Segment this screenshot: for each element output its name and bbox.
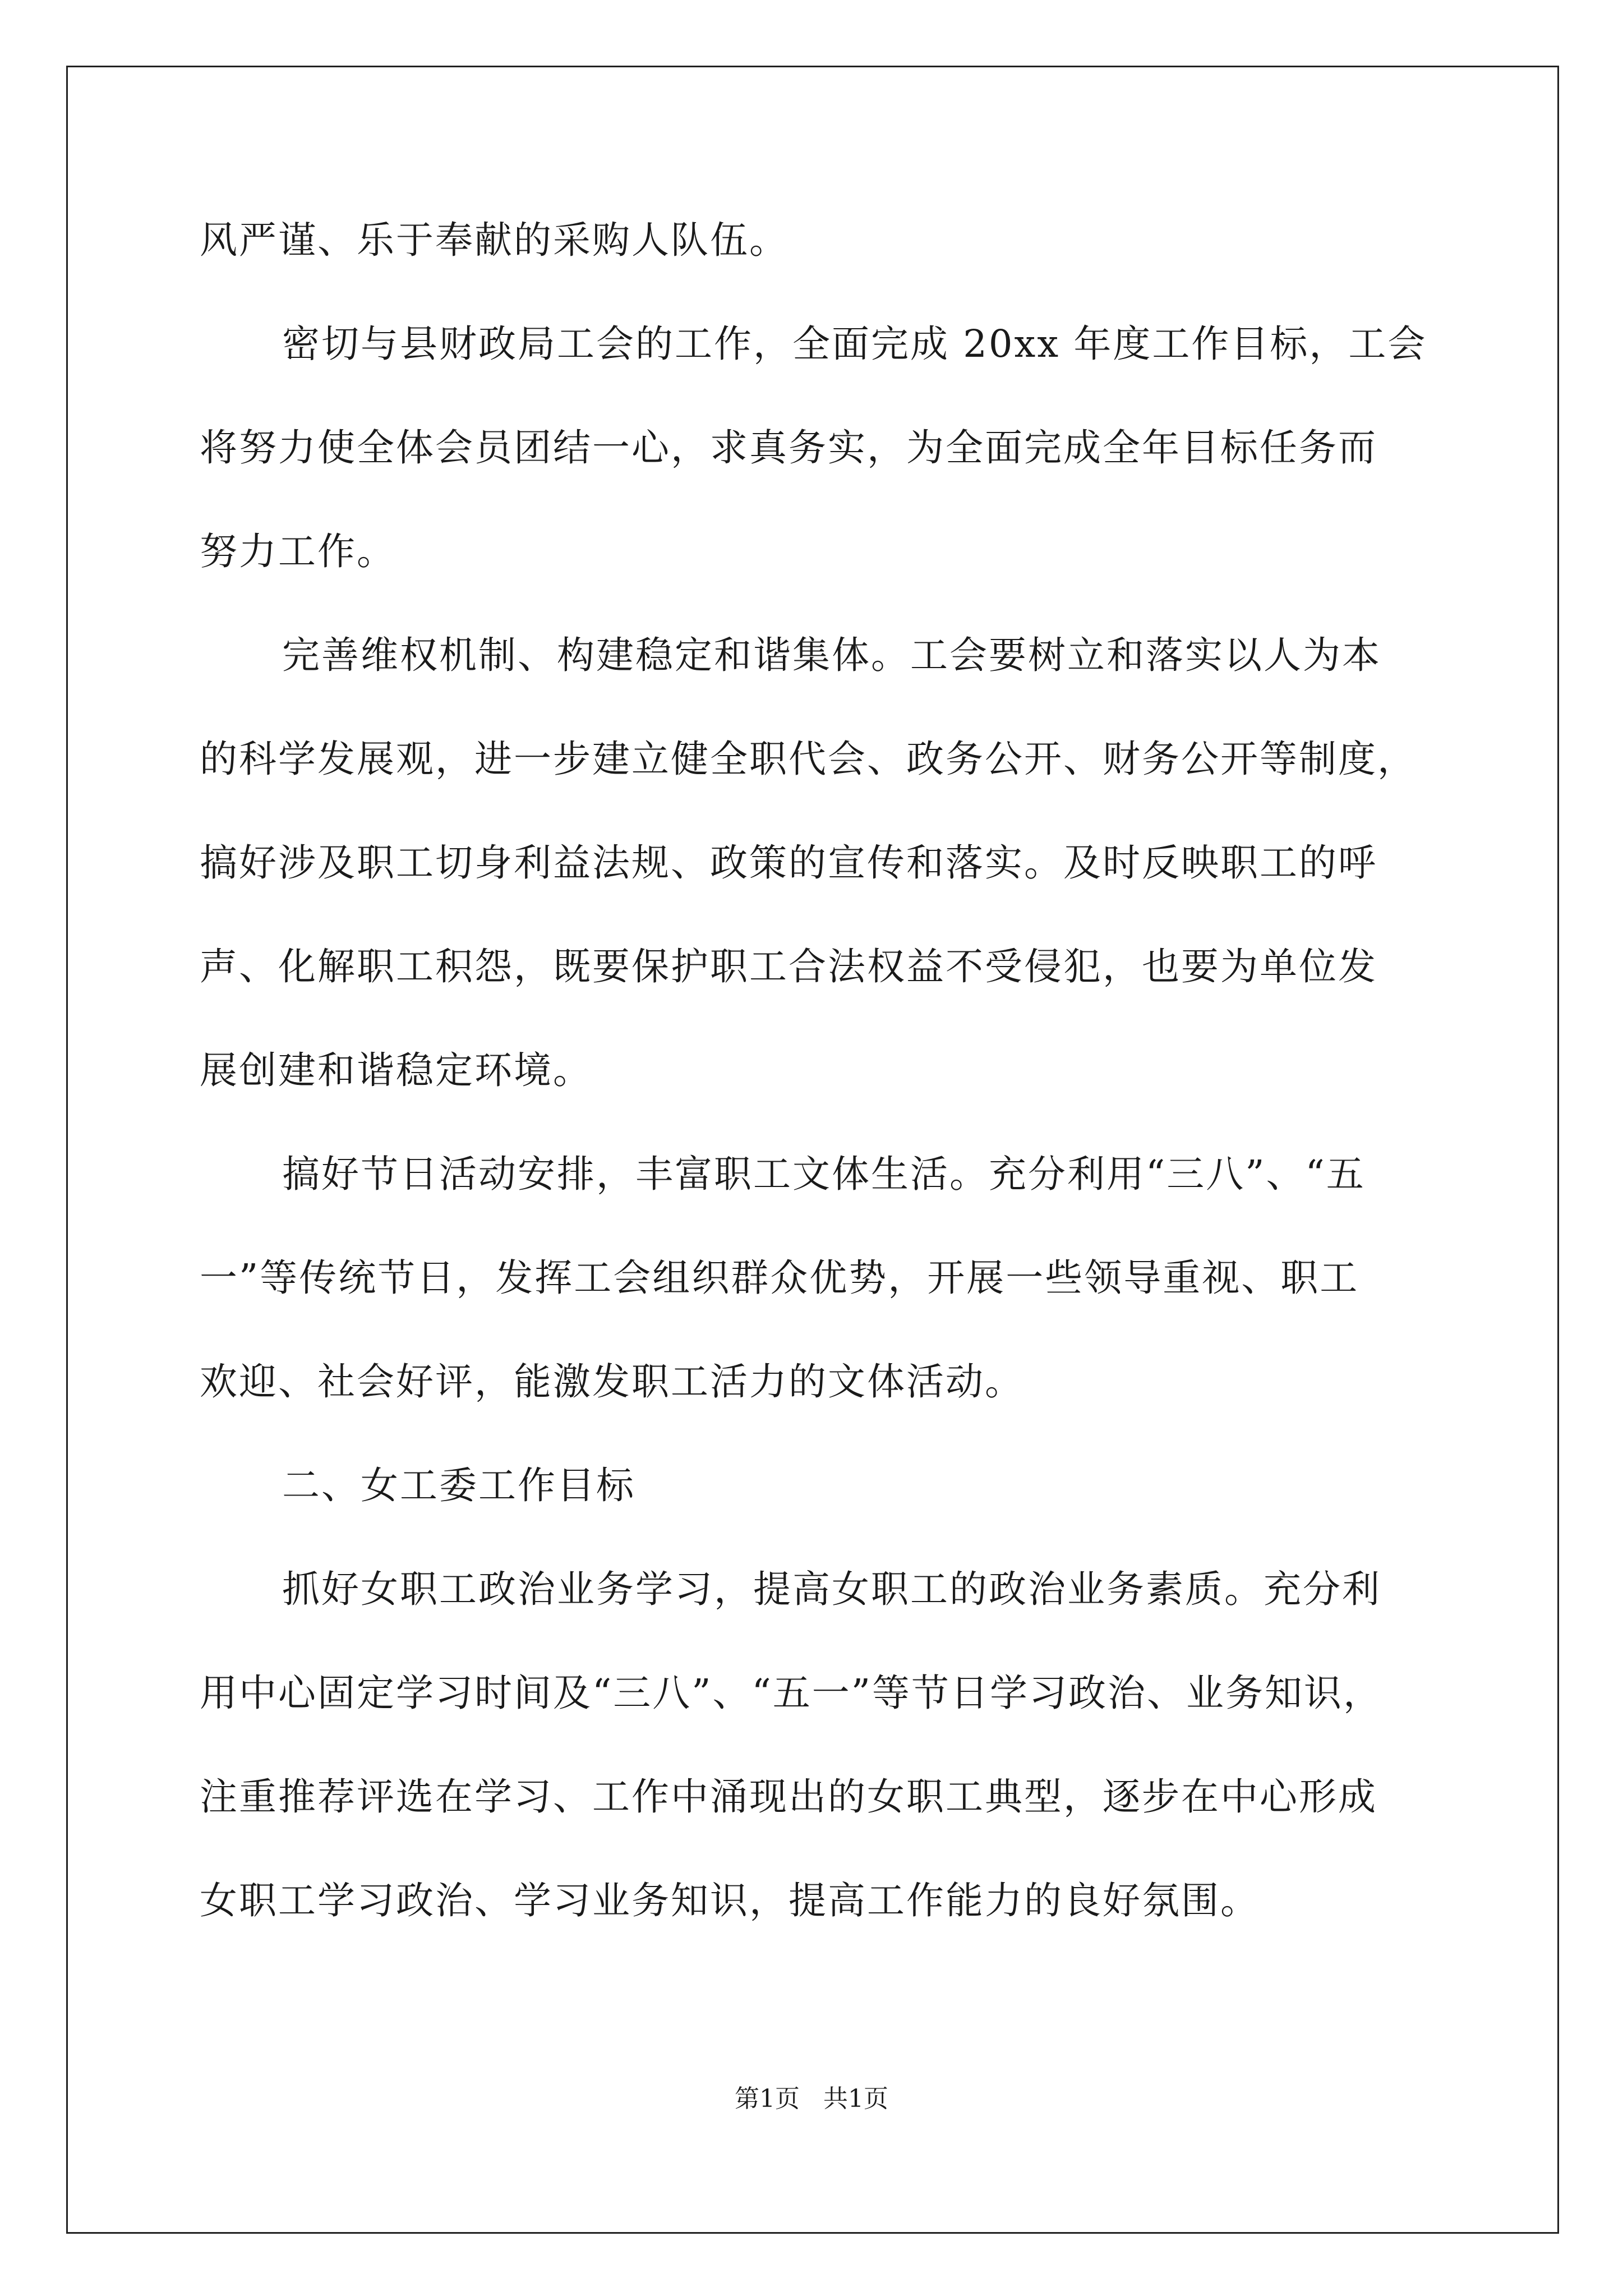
text-line: 声、化解职工积怨，既要保护职工合法权益不受侵犯，也要为单位发 [200, 945, 1377, 988]
text-line: 将努力使全体会员团结一心，求真务实，为全面完成全年目标任务而 [200, 426, 1377, 470]
text-line: 搞好涉及职工切身利益法规、政策的宣传和落实。及时反映职工的呼 [200, 841, 1377, 885]
text-line: 展创建和谐稳定环境。 [200, 1048, 592, 1092]
text-line: 努力工作。 [200, 530, 396, 573]
section-heading: 二、女工委工作目标 [282, 1464, 635, 1507]
text-line: 欢迎、社会好评，能激发职工活力的文体活动。 [200, 1360, 1024, 1404]
paragraph-start-line: 完善维权机制、构建稳定和谐集体。工会要树立和落实以人为本 [282, 633, 1381, 677]
text-line: 一”等传统节日，发挥工会组织群众优势，开展一些领导重视、职工 [200, 1256, 1359, 1300]
paragraph-start-line: 抓好女职工政治业务学习，提高女职工的政治业务素质。充分利 [282, 1567, 1381, 1611]
text-line: 用中心固定学习时间及“三八”、“五一”等节日学习政治、业务知识， [200, 1671, 1383, 1715]
page-footer: 第1页 共1页 [735, 2085, 888, 2113]
paragraph-start-line: 搞好节日活动安排，丰富职工文体生活。充分利用“三八”、“五 [282, 1152, 1366, 1196]
paragraph-start-line: 密切与县财政局工会的工作，全面完成 20xx 年度工作目标，工会 [282, 322, 1427, 366]
text-line: 注重推荐评选在学习、工作中涌现出的女职工典型，逐步在中心形成 [200, 1775, 1377, 1819]
text-line: 女职工学习政治、学习业务知识，提高工作能力的良好氛围。 [200, 1879, 1260, 1922]
text-line: 风严谨、乐于奉献的采购人队伍。 [200, 218, 789, 262]
text-line: 的科学发展观，进一步建立健全职代会、政务公开、财务公开等制度， [200, 737, 1417, 781]
